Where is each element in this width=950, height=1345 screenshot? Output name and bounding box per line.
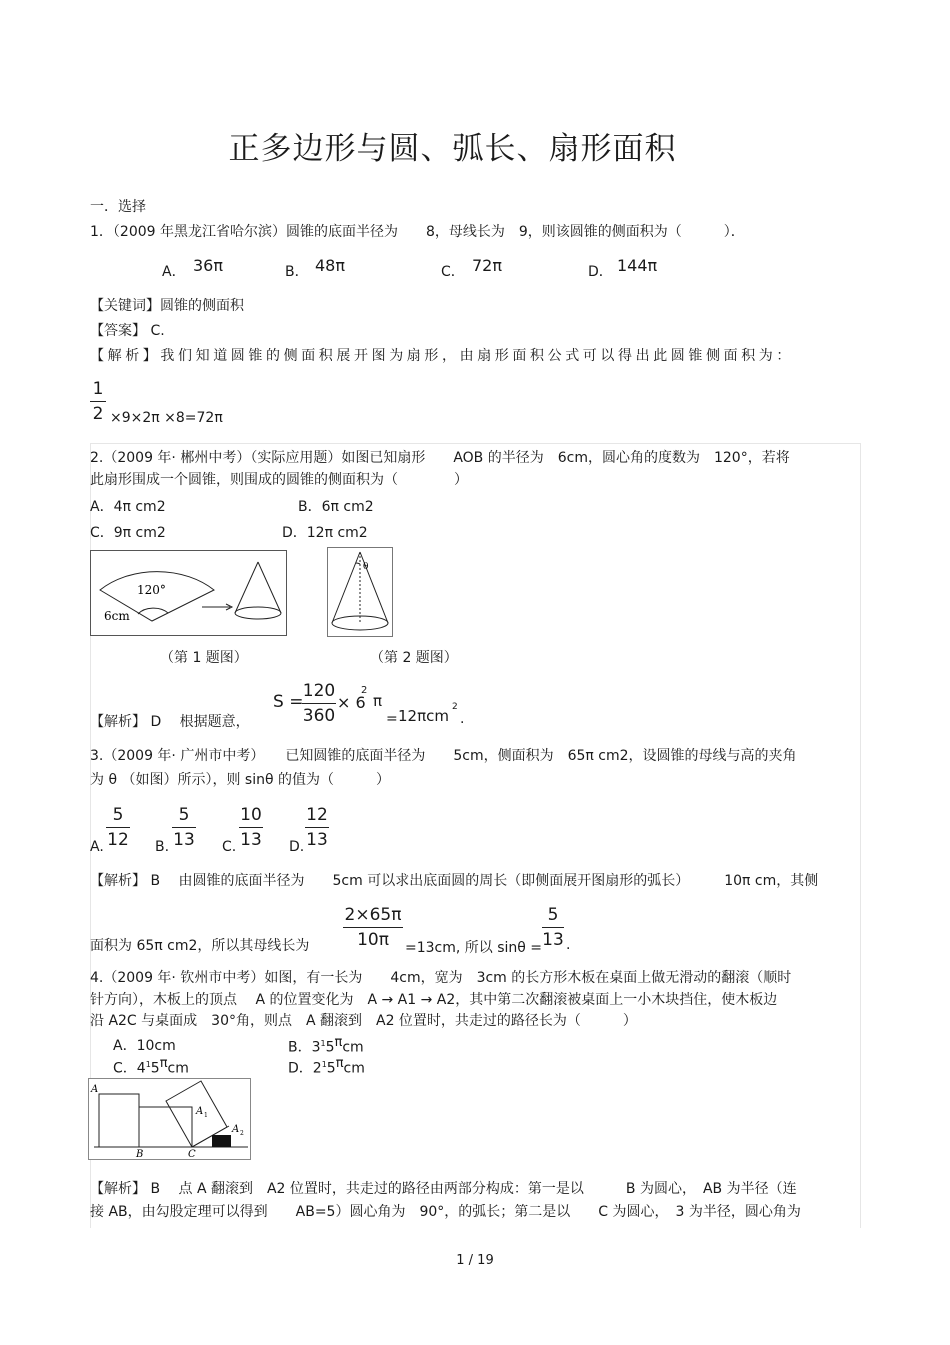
q3-d-num: 12 — [306, 805, 328, 825]
q1-frac-num: 1 — [92, 379, 104, 399]
fig-label-b: B — [136, 1149, 144, 1160]
fig-label-a: A — [91, 1084, 99, 1095]
q3-option-b-letter: B. — [155, 839, 170, 855]
q3-period: . — [566, 937, 571, 953]
q4-d-mid: 5 — [326, 1060, 336, 1077]
sector-cone-figure — [90, 550, 287, 636]
q4-option-a: A．10cm — [113, 1038, 176, 1054]
fig-label-a2-sub: 2 — [240, 1130, 244, 1137]
rolling-board-figure — [88, 1078, 251, 1160]
q4-d-sup: 1 — [321, 1060, 327, 1069]
q4-d-pi: π — [335, 1056, 344, 1071]
q2-analysis-lead: 【解析】 D 根据题意， — [90, 714, 250, 730]
q4-option-c — [113, 1056, 189, 1078]
q4-b-unit: cm — [342, 1039, 364, 1056]
q3-c-num: 10 — [240, 805, 262, 825]
q2-times-six: × 6 — [337, 693, 366, 712]
q4-option-b — [288, 1035, 364, 1057]
q4-c-pi: π — [159, 1056, 168, 1071]
q3-option-d-fraction — [305, 804, 329, 851]
q2-option-b: B．6π cm2 — [298, 499, 374, 515]
q1-option-a-letter: A． — [162, 264, 186, 280]
q4-analysis-line1: 【解析】 B 点 A 翻滚到 A2 位置时，共走过的路径由两部分构成：第一是以 B 为圆心， AB 为半径（连 — [90, 1181, 797, 1197]
q3-fraction-slant — [343, 904, 403, 951]
q3-c-den: 13 — [240, 830, 262, 850]
q4-d-pre: D．2 — [288, 1060, 322, 1077]
q3-analysis-line2: 面积为 65π cm2，所以其母线长为 — [90, 938, 310, 954]
q1-option-d-value: 144π — [617, 256, 658, 275]
q3-frac2-den: 13 — [542, 930, 564, 950]
q2-result-exp: 2 — [452, 702, 458, 712]
cone-theta-label: θ — [363, 562, 369, 572]
q4-c-pre: C．4 — [113, 1060, 146, 1077]
fig-label-a2: A — [232, 1124, 240, 1135]
q3-option-c-fraction — [239, 804, 263, 851]
q2-stem-line1: 2.（2009 年· 郴州中考）（实际应用题）如图已知扇形 AOB 的半径为 6cm，圆心角的度数为 120°，若将 — [90, 450, 790, 466]
figure2-caption: （第 2 题图） — [370, 650, 458, 666]
q1-keyword: 【关键词】圆锥的侧面积 — [90, 298, 244, 314]
q3-stem-line2: 为 θ （如图）所示），则 sinθ 的值为（ ） — [90, 772, 390, 788]
q2-equals: = — [386, 711, 398, 727]
q3-option-c-letter: C. — [222, 839, 237, 855]
q3-fraction-sin — [542, 904, 564, 951]
q2-stem-line2: 此扇形围成一个圆锥，则围成的圆锥的侧面积为（ ） — [90, 472, 468, 488]
q3-b-num: 5 — [178, 805, 190, 825]
q3-option-b-fraction — [172, 804, 196, 851]
q4-analysis-line2: 接 AB，由勾股定理可以得到 AB=5）圆心角为 90°，的弧长；第二是以 C 为圆心， 3 为半径，圆心角为 — [90, 1204, 801, 1220]
q4-stem-line2: 针方向），木板上的顶点 A 的位置变化为 A → A1 → A2，其中第二次翻滚被桌面上一小木块挡住，使木板边 — [90, 992, 778, 1008]
q3-analysis-line1: 【解析】 B 由圆锥的底面半径为 5cm 可以求出底面圆的周长（即侧面展开图扇形的弧长） 10π cm，其侧 — [90, 873, 819, 889]
q1-stem: 1．（2009 年黑龙江省哈尔滨）圆锥的底面半径为 8，母线长为 9，则该圆锥的侧面积为（ ）． — [90, 224, 745, 240]
q4-b-sup: 1 — [320, 1039, 326, 1048]
q1-option-d-letter: D． — [588, 264, 613, 280]
q3-d-den: 13 — [306, 830, 328, 850]
q1-option-b-value: 48π — [315, 256, 345, 275]
q1-frac-den: 2 — [92, 404, 104, 424]
fig-label-a1-sub: 1 — [204, 1112, 208, 1119]
q4-c-sup: 1 — [145, 1060, 151, 1069]
q2-option-a: A．4π cm2 — [90, 499, 166, 515]
q1-option-b-letter: B． — [285, 264, 309, 280]
q4-b-pi: π — [334, 1035, 343, 1050]
q4-c-unit: cm — [167, 1060, 189, 1077]
q3-option-a-letter: A. — [90, 839, 104, 855]
q2-fraction — [302, 680, 336, 727]
fig-label-a1: A — [196, 1106, 204, 1117]
page-number: 1 / 19 — [456, 1253, 494, 1268]
q1-formula: ×9×2π ×8=72π — [110, 410, 223, 426]
q3-option-a-fraction — [106, 804, 130, 851]
q3-frac2-num: 5 — [547, 905, 559, 925]
q4-b-mid: 5 — [325, 1039, 335, 1056]
q2-frac-num: 120 — [302, 681, 336, 701]
q4-d-unit: cm — [343, 1060, 365, 1077]
q2-pi: π — [373, 692, 383, 710]
q3-b-den: 13 — [173, 830, 195, 850]
fig-label-c: C — [188, 1149, 196, 1160]
cone-theta-figure — [327, 547, 393, 637]
page-title: 正多边形与圆、弧长、扇形面积 — [228, 131, 677, 167]
section-heading: 一．选择 — [90, 199, 146, 215]
q2-period: . — [460, 711, 465, 727]
q1-option-c-value: 72π — [472, 256, 502, 275]
q2-exponent: 2 — [361, 685, 368, 696]
q2-frac-den: 360 — [302, 706, 336, 726]
q3-a-num: 5 — [112, 805, 124, 825]
q4-option-d — [288, 1056, 365, 1078]
q3-frac1-num: 2×65π — [344, 905, 402, 925]
q3-stem-line1: 3.（2009 年· 广州市中考） 已知圆锥的底面半径为 5cm，侧面积为 65π cm2，设圆锥的母线与高的夹角 — [90, 748, 797, 764]
q3-mid-text: =13cm, 所以 sinθ = — [405, 940, 543, 956]
q3-a-den: 12 — [107, 830, 129, 850]
q2-s-label: S = — [273, 692, 304, 712]
sector-angle-label: 120° — [137, 583, 166, 597]
q4-stem-line1: 4.（2009 年· 钦州市中考）如图，有一长为 4cm，宽为 3cm 的长方形木板在桌面上做无滑动的翻滚（顺时 — [90, 970, 792, 986]
q2-option-c: C．9π cm2 — [90, 525, 166, 541]
q2-result: 12πcm — [398, 707, 449, 725]
sector-radius-label: 6cm — [104, 609, 130, 623]
figure1-caption: （第 1 题图） — [160, 650, 248, 666]
q1-option-a-value: 36π — [193, 256, 223, 275]
q4-stem-line3: 沿 A2C 与桌面成 30°角，则点 A 翻滚到 A2 位置时，共走过的路径长为（ ） — [90, 1013, 637, 1029]
q1-option-c-letter: C． — [441, 264, 465, 280]
q3-option-d-letter: D. — [289, 839, 305, 855]
q4-c-mid: 5 — [150, 1060, 160, 1077]
q3-frac1-den: 10π — [357, 930, 389, 950]
q1-analysis: 【解析】我们知道圆锥的侧面积展开图为扇形，由扇形面积公式可以得出此圆锥侧面积为： — [90, 348, 794, 364]
q1-answer: 【答案】 C. — [90, 323, 165, 339]
q2-option-d: D．12π cm2 — [282, 525, 368, 541]
q4-b-pre: B．3 — [288, 1039, 321, 1056]
q1-fraction — [90, 378, 106, 425]
